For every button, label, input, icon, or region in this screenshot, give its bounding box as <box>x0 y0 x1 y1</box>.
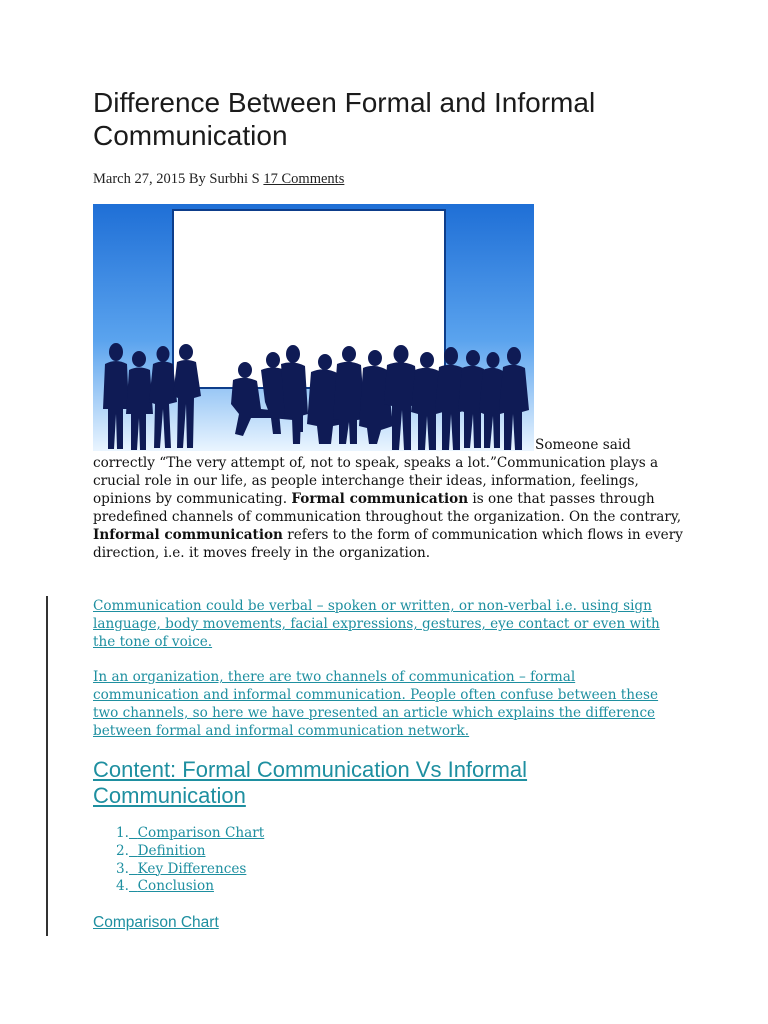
formal-communication-term: Formal communication <box>291 491 469 507</box>
hero-image-people-silhouettes <box>93 204 534 451</box>
intro-paragraph <box>93 436 683 562</box>
table-of-contents <box>116 825 264 896</box>
toc-item-comparison-chart[interactable] <box>116 825 264 843</box>
intro-text-2: is one that passes through predefined channels of communication throughout the organization. On the contrary, <box>93 491 682 525</box>
informal-communication-term: Informal communication <box>93 527 283 543</box>
toc-label: Key Differences <box>137 860 247 877</box>
intro-text-3: refers to the form of communication which flows in every direction, i.e. it moves freely in the organization. <box>93 527 683 561</box>
toc-number: 1. <box>116 825 129 841</box>
sidebar-divider <box>46 596 48 936</box>
author-name: Surbhi S <box>209 171 260 187</box>
intro-text-1: Someone said correctly “The very attempt of, not to speak, speaks a lot.”Communication plays a crucial role in our life, as people interchange their ideas, information, feelings, opinions by communicating. <box>93 437 659 507</box>
post-date: March 27, 2015 <box>93 171 186 187</box>
toc-label: Definition <box>137 842 206 859</box>
comparison-chart-link[interactable]: Comparison Chart <box>93 914 219 931</box>
channels-paragraph[interactable]: In an organization, there are two channels of communication – formal communication and informal communication. People often confuse between these two channels, so here we have presented an article which explains the difference between formal and informal communication network. <box>93 669 659 739</box>
toc-item-key-differences[interactable] <box>116 861 264 879</box>
verbal-nonverbal-paragraph[interactable]: Communication could be verbal – spoken or written, or non-verbal i.e. using sign language, body movements, facial expressions, gestures, eye contact or even with the tone of voice. <box>93 598 660 650</box>
toc-number: 4. <box>116 878 129 895</box>
content-heading-link[interactable]: Content: Formal Communication Vs Informal Communication <box>93 757 528 808</box>
toc-number: 3. <box>116 860 129 877</box>
toc-item-definition[interactable] <box>116 843 264 861</box>
by-word: By <box>188 171 206 187</box>
byline <box>93 171 344 188</box>
toc-item-conclusion[interactable] <box>116 878 264 896</box>
article-title: Difference Between Formal and Informal Communication <box>93 87 596 151</box>
toc-label: Conclusion <box>137 878 214 895</box>
toc-label: Comparison Chart <box>137 825 265 841</box>
comments-link[interactable]: 17 Comments <box>263 171 345 187</box>
toc-number: 2. <box>116 842 129 859</box>
